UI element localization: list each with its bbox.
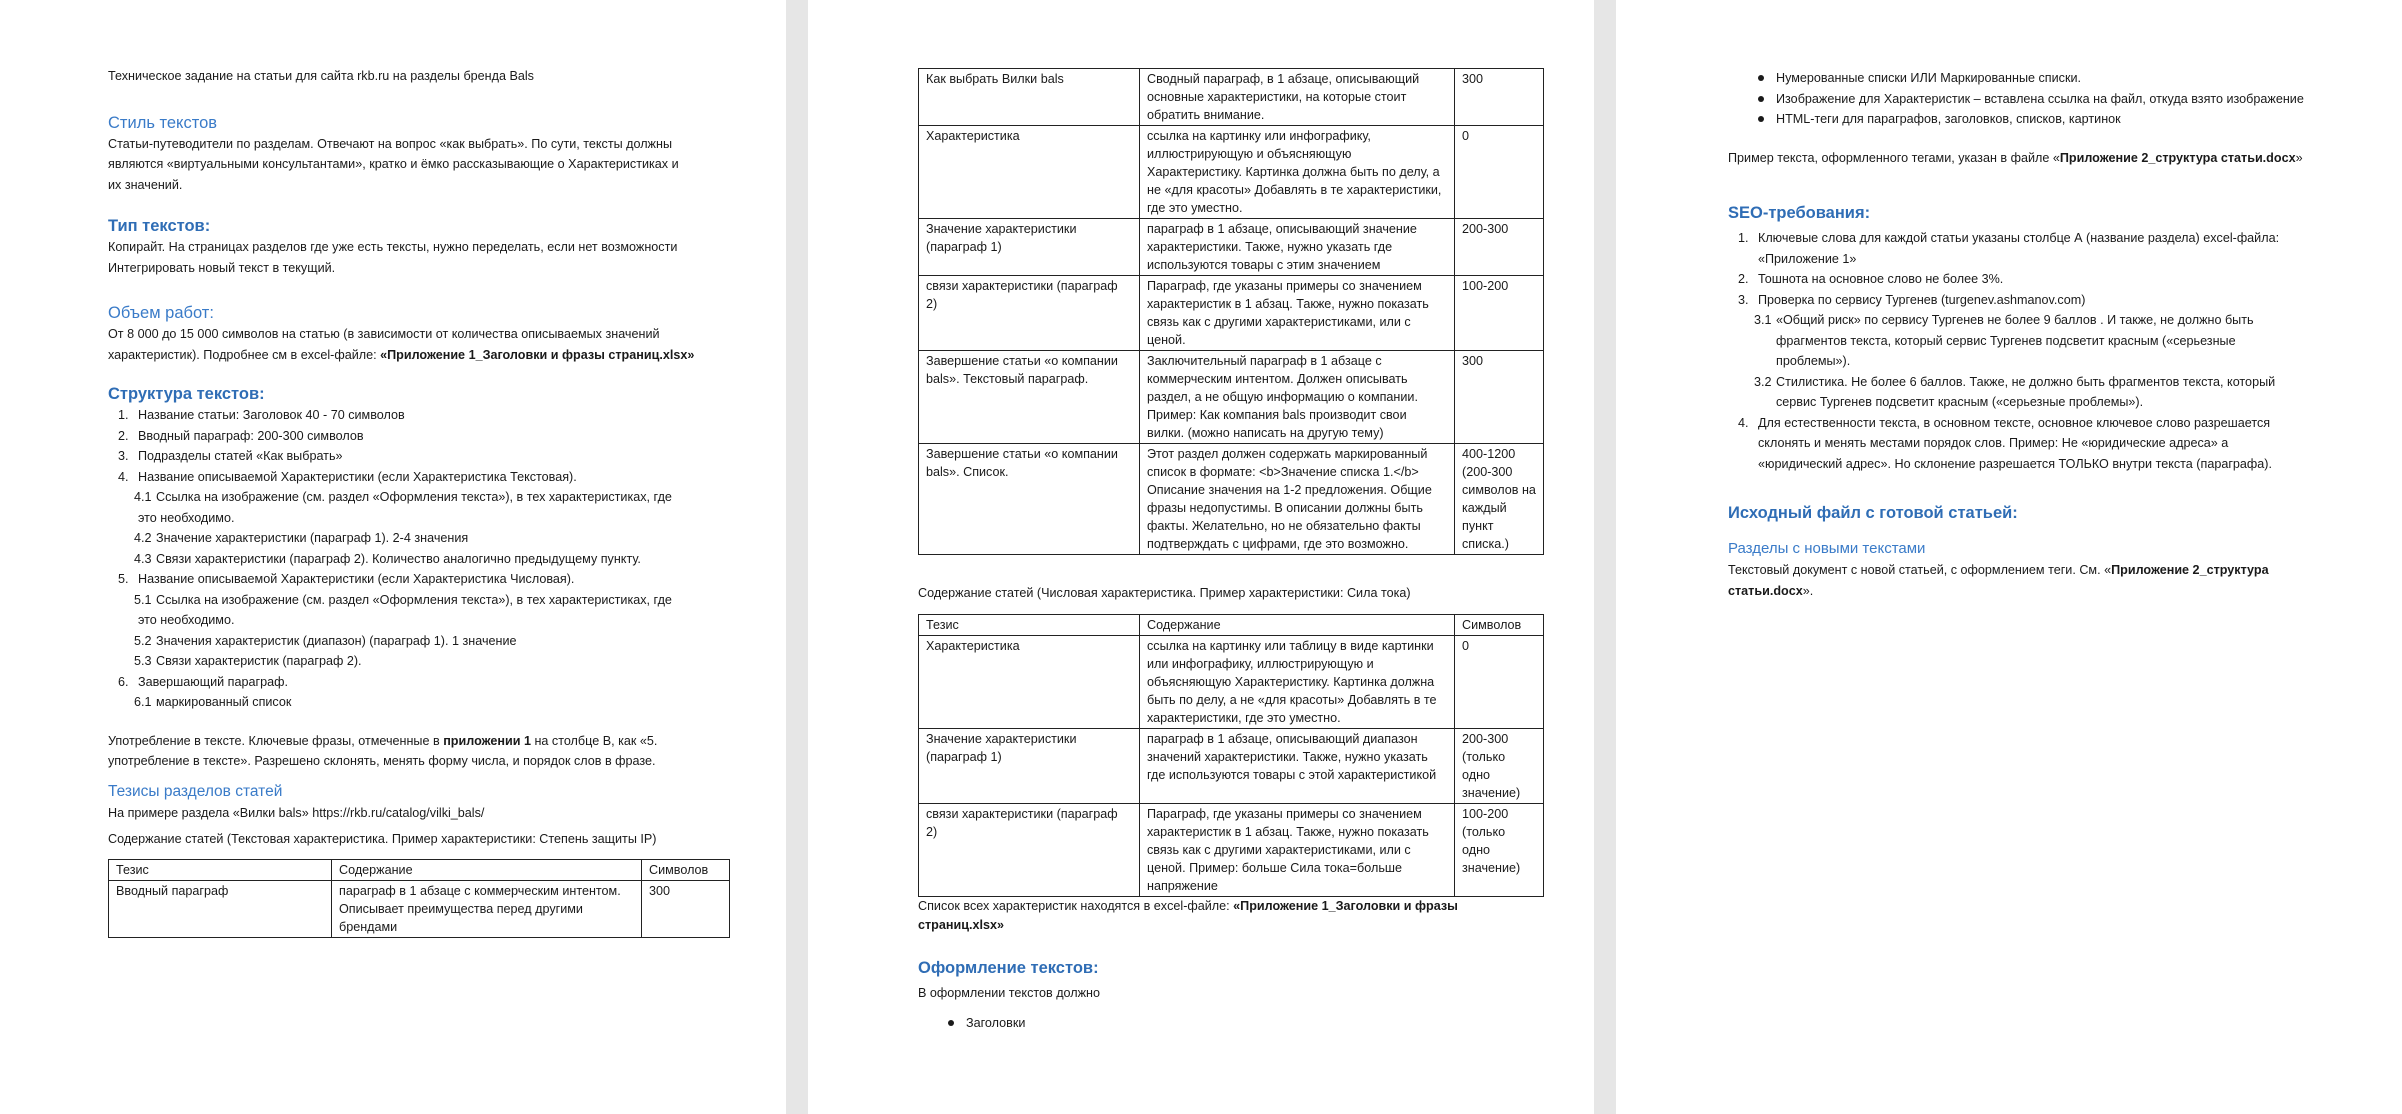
list-item [108,672,726,693]
list-item-number: 5.2 [134,633,152,648]
table-cell: 200-300 (только одно значение) [1455,728,1544,803]
list-item [108,569,726,590]
table-header-row [109,859,730,880]
bullet-item [1728,68,2362,89]
table-cell: ссылка на картинку или инфографику, иллюстрирующую и объясняющую Характеристику. Картинка должна быть по делу, а не «для красоты» Добавлять в те характеристики, где это уместно. [1140,126,1455,219]
table-cell: параграф в 1 абзаце, описывающий диапазон значений характеристики. Также, нужно указать где используются товары с этой характеристикой [1140,728,1455,803]
list-item [1728,454,2362,475]
table-header-cell: Символов [1455,614,1544,635]
usage-line [108,731,726,752]
list-item-text: Название описываемой Характеристики (если Характеристика Числовая). [138,572,575,586]
bullet-text: Нумерованные списки ИЛИ Маркированные списки. [1776,71,2081,85]
table-cell: Этот раздел должен содержать маркированный список в формате: <b>Значение списка 1.</b> Описание значения на 1-2 предложения. Общие фразы недопустимы. В описании должны быть факты. Желательно, но не обязательно факты подтверждать с цифрами, где это возможно. [1140,444,1455,555]
structure-heading: Структура текстов: [108,385,265,403]
list-item-text: Связи характеристик (параграф 2). [156,654,362,668]
type-heading: Тип текстов: [108,217,211,235]
table-cell: 0 [1455,126,1544,219]
list-item-text: сервис Тургенев подсветит красным («серьезные проблемы»). [1776,395,2144,409]
type-body-line: Интегрировать новый текст в текущий. [108,260,336,275]
table-cell: Завершение статьи «о компании bals». Список. [919,444,1140,555]
document-page-1[interactable] [0,0,786,1114]
volume-body-line [108,345,726,366]
table-cell: 200-300 [1455,219,1544,276]
list-item-text: Подразделы статей «Как выбрать» [138,449,343,463]
list-item-text: «юридический адрес». Но склонение разрешается ТОЛЬКО внутри текста (параграфа). [1758,456,2272,471]
document-page-2[interactable] [808,0,1594,1114]
table-header-cell: Содержание [1140,614,1455,635]
theses-table-text-continued [918,68,1544,555]
list-item [108,487,726,508]
list-item [1728,290,2362,311]
table-cell: Параграф, где указаны примеры со значением характеристик в 1 абзац. Также, нужно показать связь как с другими характеристиками, или с ценой. [1140,276,1455,351]
list-item-text: это необходимо. [138,510,235,525]
list-item [108,426,726,447]
sections-heading: Разделы с новыми текстами [1728,540,1926,557]
list-item-text: маркированный список [156,695,292,709]
table-cell: связи характеристики (параграф 2) [919,803,1140,896]
table-row [919,444,1544,555]
theses-table-text [108,859,730,938]
table-header-cell: Содержание [332,859,642,880]
bullet-item [1728,89,2362,110]
list-item-text: «Приложение 1» [1758,251,1857,266]
characteristics-list-note [918,897,1534,935]
list-item [108,651,726,672]
list-item [108,610,726,631]
format-bullet-item [918,1013,1534,1034]
table-cell: параграф в 1 абзаце с коммерческим интентом. Описывает преимущества перед другими брендами [332,880,642,937]
bullet-item [1728,109,2362,130]
list-item-number: 6.1 [134,695,152,709]
list-item-text: Название статьи: Заголовок 40 - 70 символов [138,408,405,422]
table-cell: 300 [1455,69,1544,126]
seo-heading: SEO-требования: [1728,204,1871,222]
table-row [919,351,1544,444]
list-item-number: 2. [1738,272,1749,286]
list-item-number: 4.1 [134,490,152,504]
table-cell: Как выбрать Вилки bals [919,69,1140,126]
list-item [1728,331,2362,352]
list-item-text: Значения характеристик (диапазон) (параграф 1). 1 значение [156,633,517,648]
table-row [919,803,1544,896]
list-item-number: 5. [118,572,129,586]
text-characteristic-caption: Содержание статей (Текстовая характеристика. Пример характеристики: Степень защиты IP) [108,832,657,846]
list-item [108,528,726,549]
list-item-number: 5.3 [134,654,152,668]
style-body-line: Статьи-путеводители по разделам. Отвечают на вопрос «как выбрать». По сути, тексты должны [108,136,672,151]
list-item-text: это необходимо. [138,613,235,627]
list-item-text: Проверка по сервису Тургенев (turgenev.ashmanov.com) [1758,292,2086,307]
doc-text: Текстовый документ с новой статьей, с оформлением теги. См. « [1728,563,2112,577]
list-item [1728,228,2362,249]
table-cell: Параграф, где указаны примеры со значением характеристик в 1 абзац. Также, нужно показать связь как с другими характеристиками, или с ценой. Пример: больше Сила тока=больше напряжение [1140,803,1455,896]
document-page-3[interactable] [1616,0,2402,1114]
format-intro: В оформлении текстов должно [918,985,1101,1000]
bullet-icon [1758,116,1764,122]
table-cell: ссылка на картинку или таблицу в виде картинки или инфографику, иллюстрирующую и объясняющую Характеристику. Картинка должна быть по делу, а не «для красоты» Добавлять в те характеристики, где это уместно. [1140,635,1455,728]
list-item-number: 3. [118,449,129,463]
bullet-icon [1758,96,1764,102]
example-file-line [1728,148,2362,169]
document-title: Техническое задание на статьи для сайта rkb.ru на разделы бренда Bals [108,69,534,83]
list-item-text: Значение характеристики (параграф 1). 2-4 значения [156,531,469,545]
list-item [108,692,726,713]
list-item [108,549,726,570]
volume-text: характеристик). Подробнее см в excel-файле: [108,347,381,362]
table-header-cell: Символов [642,859,730,880]
numeric-characteristic-caption: Содержание статей (Числовая характеристика. Пример характеристики: Сила тока) [918,586,1411,600]
table-header-cell: Тезис [109,859,332,880]
table-cell: 400-1200 (200-300 символов на каждый пункт списка.) [1455,444,1544,555]
note-text: Список всех характеристик находятся в excel-файле: [918,898,1234,913]
table-row [919,728,1544,803]
table-row [919,635,1544,728]
bullet-text: HTML-теги для параграфов, заголовков, списков, картинок [1776,112,2121,126]
list-item-text: фрагментов текста, который сервис Тургенев подсветит красным («серьезные [1776,333,2236,348]
list-item [1728,351,2362,372]
list-item-text: Ключевые слова для каждой статьи указаны столбце А (название раздела) excel-файла: [1758,231,2280,245]
table-row [109,880,730,937]
list-item-text: Завершающий параграф. [138,674,288,689]
list-item-number: 2. [118,428,129,443]
appendix-2-reference: Приложение 2_структура [2111,563,2269,577]
table-cell: 300 [1455,351,1544,444]
list-item-number: 3. [1738,292,1749,307]
table-cell: Завершение статьи «о компании bals». Текстовый параграф. [919,351,1140,444]
list-item-number: 5.1 [134,592,152,607]
type-body-line: Копирайт. На страницах разделов где уже есть тексты, нужно переделать, если нет возможности [108,240,678,254]
table-row [919,69,1544,126]
bullet-text: Заголовки [966,1016,1026,1030]
table-cell: параграф в 1 абзаце, описывающий значение характеристики. Также, нужно указать где используются товары с этим значением [1140,219,1455,276]
table-cell: 100-200 [1455,276,1544,351]
table-cell: 300 [642,880,730,937]
list-item-text: Для естественности текста, в основном тексте, основное ключевое слово разрешается [1758,415,2271,430]
table-row [919,126,1544,219]
list-item-text: проблемы»). [1776,354,1851,368]
style-heading: Стиль текстов [108,113,218,132]
example-text: Пример текста, оформленного тегами, указан в файле « [1728,150,2060,165]
table-row [919,276,1544,351]
table-cell: Характеристика [919,126,1140,219]
list-item-number: 4.2 [134,531,152,545]
new-article-doc-line [1728,560,2362,581]
list-item [1728,392,2362,413]
list-item-text: «Общий риск» по сервису Тургенев не более 9 баллов . И также, не должно быть [1776,313,2254,327]
list-item-number: 6. [118,674,129,689]
list-item [108,405,726,426]
style-body-line: являются «виртуальными консультантами», кратко и ёмко рассказывающие о Характеристиках и [108,157,679,171]
type-body [108,237,726,278]
list-item-text: Ссылка на изображение (см. раздел «Оформления текста»), в тех характеристиках, где [156,490,672,504]
table-cell: связи характеристики (параграф 2) [919,276,1140,351]
appendix-1-reference: «Приложение 1_Заголовки и фразы страниц.xlsx» [918,898,1458,932]
usage-line: употребление в тексте». Разрешено склонять, менять форму числа, и порядок слов в фразе. [108,754,656,768]
volume-body-line: От 8 000 до 15 000 символов на статью (в зависимости от количества описываемых значений [108,327,660,341]
list-item-number: 1. [1738,231,1749,245]
theses-heading: Тезисы разделов статей [108,782,283,800]
usage-bold: приложении 1 [443,733,531,748]
list-item [108,446,726,467]
example-text: » [2295,150,2303,165]
table-cell: Вводный параграф [109,880,332,937]
list-item [1728,413,2362,434]
list-item-text: Стилистика. Не более 6 баллов. Также, не должно быть фрагментов текста, который [1776,374,2276,389]
volume-heading: Объем работ: [108,304,214,322]
list-item-text: Вводный параграф: 200-300 символов [138,428,364,443]
list-item-number: 3.1 [1754,313,1772,327]
table-cell: 100-200 (только одно значение) [1455,803,1544,896]
format-heading: Оформление текстов: [918,958,1099,977]
table-header-row [919,614,1544,635]
list-item [1728,433,2362,454]
table-cell: 0 [1455,635,1544,728]
list-item-text: Связи характеристики (параграф 2). Количество аналогично предыдущему пункту. [156,551,641,566]
appendix-2-reference: Приложение 2_структура статьи.docx [2059,150,2296,165]
table-header-cell: Тезис [919,614,1140,635]
list-item-number: 4.3 [134,551,152,566]
list-item [108,508,726,529]
table-cell: Заключительный параграф в 1 абзаце с коммерческим интентом. Должен описывать раздел, а не общую информацию о компании. Пример: Как компания bals производит свои вилки. (можно написать на другую тему) [1140,351,1455,444]
bullet-icon [1758,75,1764,81]
bullet-icon [948,1020,954,1026]
structure-list [108,405,726,713]
list-item-number: 1. [118,408,129,422]
seo-list [1728,228,2362,474]
table-cell: Значение характеристики (параграф 1) [919,728,1140,803]
list-item-text: склонять и менять местами порядок слов. Пример: Не «юридические адреса» а [1758,436,2229,450]
list-item [108,590,726,611]
list-item [108,467,726,488]
list-item-text: Ссылка на изображение (см. раздел «Оформления текста»), в тех характеристиках, где [156,592,672,607]
table-cell: Сводный параграф, в 1 абзаце, описывающий основные характеристики, на которые стоит обратить внимание. [1140,69,1455,126]
list-item [108,631,726,652]
table-row [919,219,1544,276]
appendix-2-reference: статьи.docx [1728,583,1803,598]
list-item-text: Название описываемой Характеристики (если Характеристика Текстовая). [138,469,577,484]
table-cell: Характеристика [919,635,1140,728]
theses-table-numeric [918,614,1544,897]
doc-text: ». [1802,583,1814,598]
example-section-line: На примере раздела «Вилки bals» https://rkb.ru/catalog/vilki_bals/ [108,805,485,820]
bullet-text: Изображение для Характеристик – вставлена ссылка на файл, откуда взято изображение [1776,91,2304,106]
list-item [1728,249,2362,270]
list-item [1728,310,2362,331]
list-item-text: Тошнота на основное слово не более 3%. [1758,272,2004,286]
list-item-number: 4. [1738,415,1749,430]
usage-text: Употребление в тексте. Ключевые фразы, отмеченные в [108,733,444,748]
usage-text: на столбце B, как «5. [530,733,658,748]
list-item [1728,372,2362,393]
style-body-line: их значений. [108,177,183,192]
table-cell: Значение характеристики (параграф 1) [919,219,1140,276]
list-item-number: 3.2 [1754,374,1772,389]
style-body [108,134,726,196]
source-file-heading: Исходный файл с готовой статьей: [1728,504,2018,522]
list-item [1728,269,2362,290]
new-article-doc-line [1728,581,2362,602]
format-bullet-list [1728,68,2362,130]
appendix-1-reference: «Приложение 1_Заголовки и фразы страниц.xlsx» [380,347,695,362]
list-item-number: 4. [118,469,129,484]
